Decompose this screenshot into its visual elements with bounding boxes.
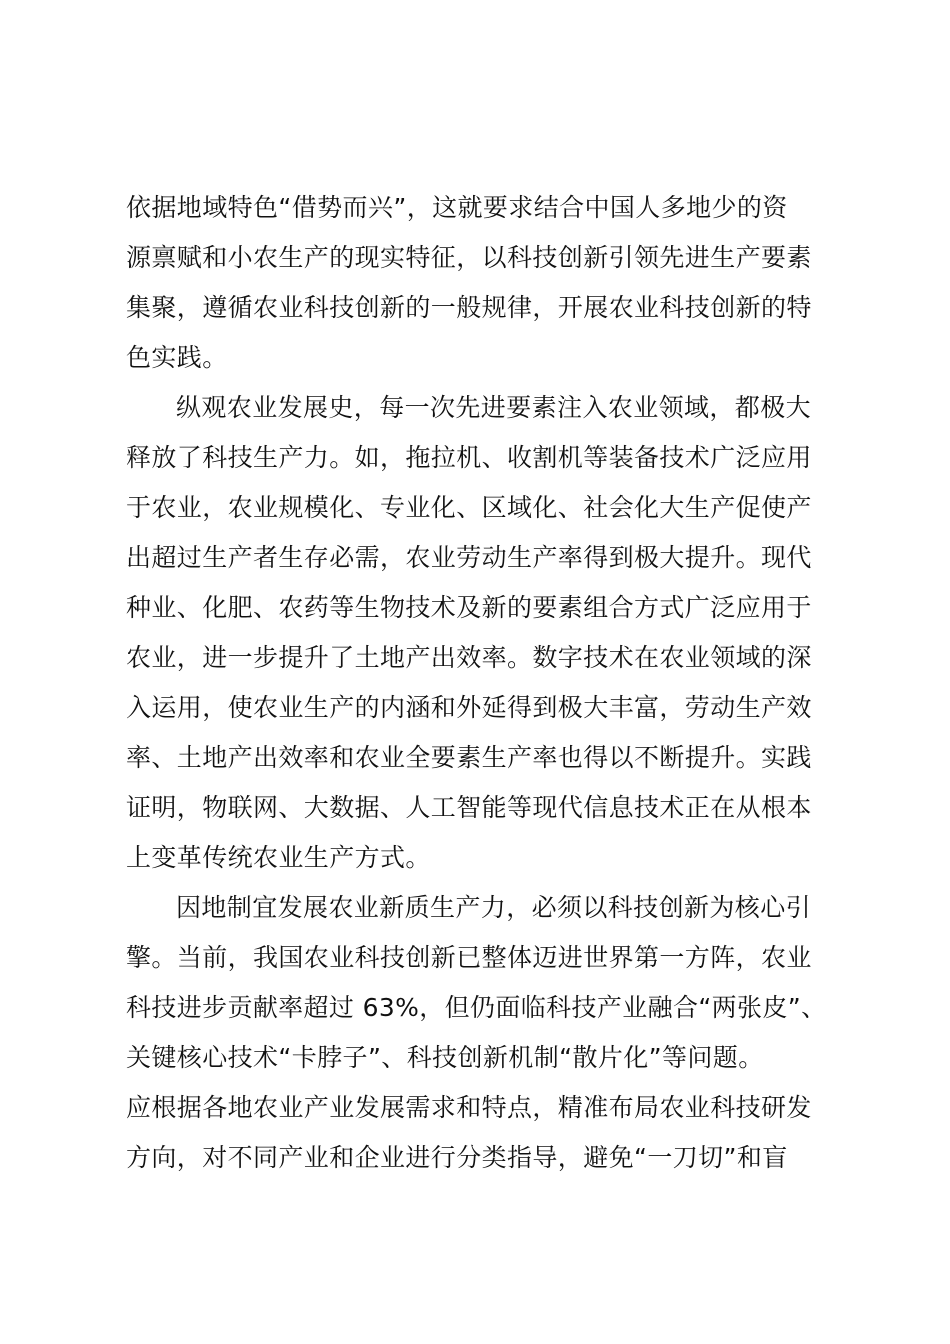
- text-line: 源禀赋和小农生产的现实特征，以科技创新引领先进生产要素: [126, 243, 812, 272]
- text-line: 入运用，使农业生产的内涵和外延得到极大丰富，劳动生产效: [126, 693, 812, 722]
- paragraph-first-line: 因地制宜发展农业新质生产力，必须以科技创新为核心引: [176, 893, 812, 922]
- text-line: 关键核心技术“卡脖子”、科技创新机制“散片化”等问题。: [126, 1043, 764, 1072]
- text-line: 率、土地产出效率和农业全要素生产率也得以不断提升。实践: [126, 743, 812, 772]
- text-line: 依据地域特色“借势而兴”，这就要求结合中国人多地少的资: [126, 193, 788, 222]
- text-line: 种业、化肥、农药等生物技术及新的要素组合方式广泛应用于: [126, 593, 812, 622]
- text-line: 农业，进一步提升了土地产出效率。数字技术在农业领域的深: [126, 643, 812, 672]
- text-line: 证明，物联网、大数据、人工智能等现代信息技术正在从根本: [126, 793, 812, 822]
- text-line: 出超过生产者生存必需，农业劳动生产率得到极大提升。现代: [126, 543, 812, 572]
- text-line: 科技进步贡献率超过 63%，但仍面临科技产业融合“两张皮”、: [126, 993, 827, 1022]
- text-line: 应根据各地农业产业发展需求和特点，精准布局农业科技研发: [126, 1093, 812, 1122]
- text-line: 上变革传统农业生产方式。: [126, 843, 431, 872]
- text-line: 方向，对不同产业和企业进行分类指导，避免“一刀切”和盲: [126, 1143, 788, 1172]
- text-line: 于农业，农业规模化、专业化、区域化、社会化大生产促使产: [126, 493, 812, 522]
- paragraph-first-line: 纵观农业发展史，每一次先进要素注入农业领域，都极大: [176, 393, 812, 422]
- text-line: 色实践。: [126, 343, 228, 372]
- text-line: 释放了科技生产力。如，拖拉机、收割机等装备技术广泛应用: [126, 443, 812, 472]
- text-line: 集聚，遵循农业科技创新的一般规律，开展农业科技创新的特: [126, 293, 812, 322]
- text-line: 擎。当前，我国农业科技创新已整体迈进世界第一方阵，农业: [126, 943, 812, 972]
